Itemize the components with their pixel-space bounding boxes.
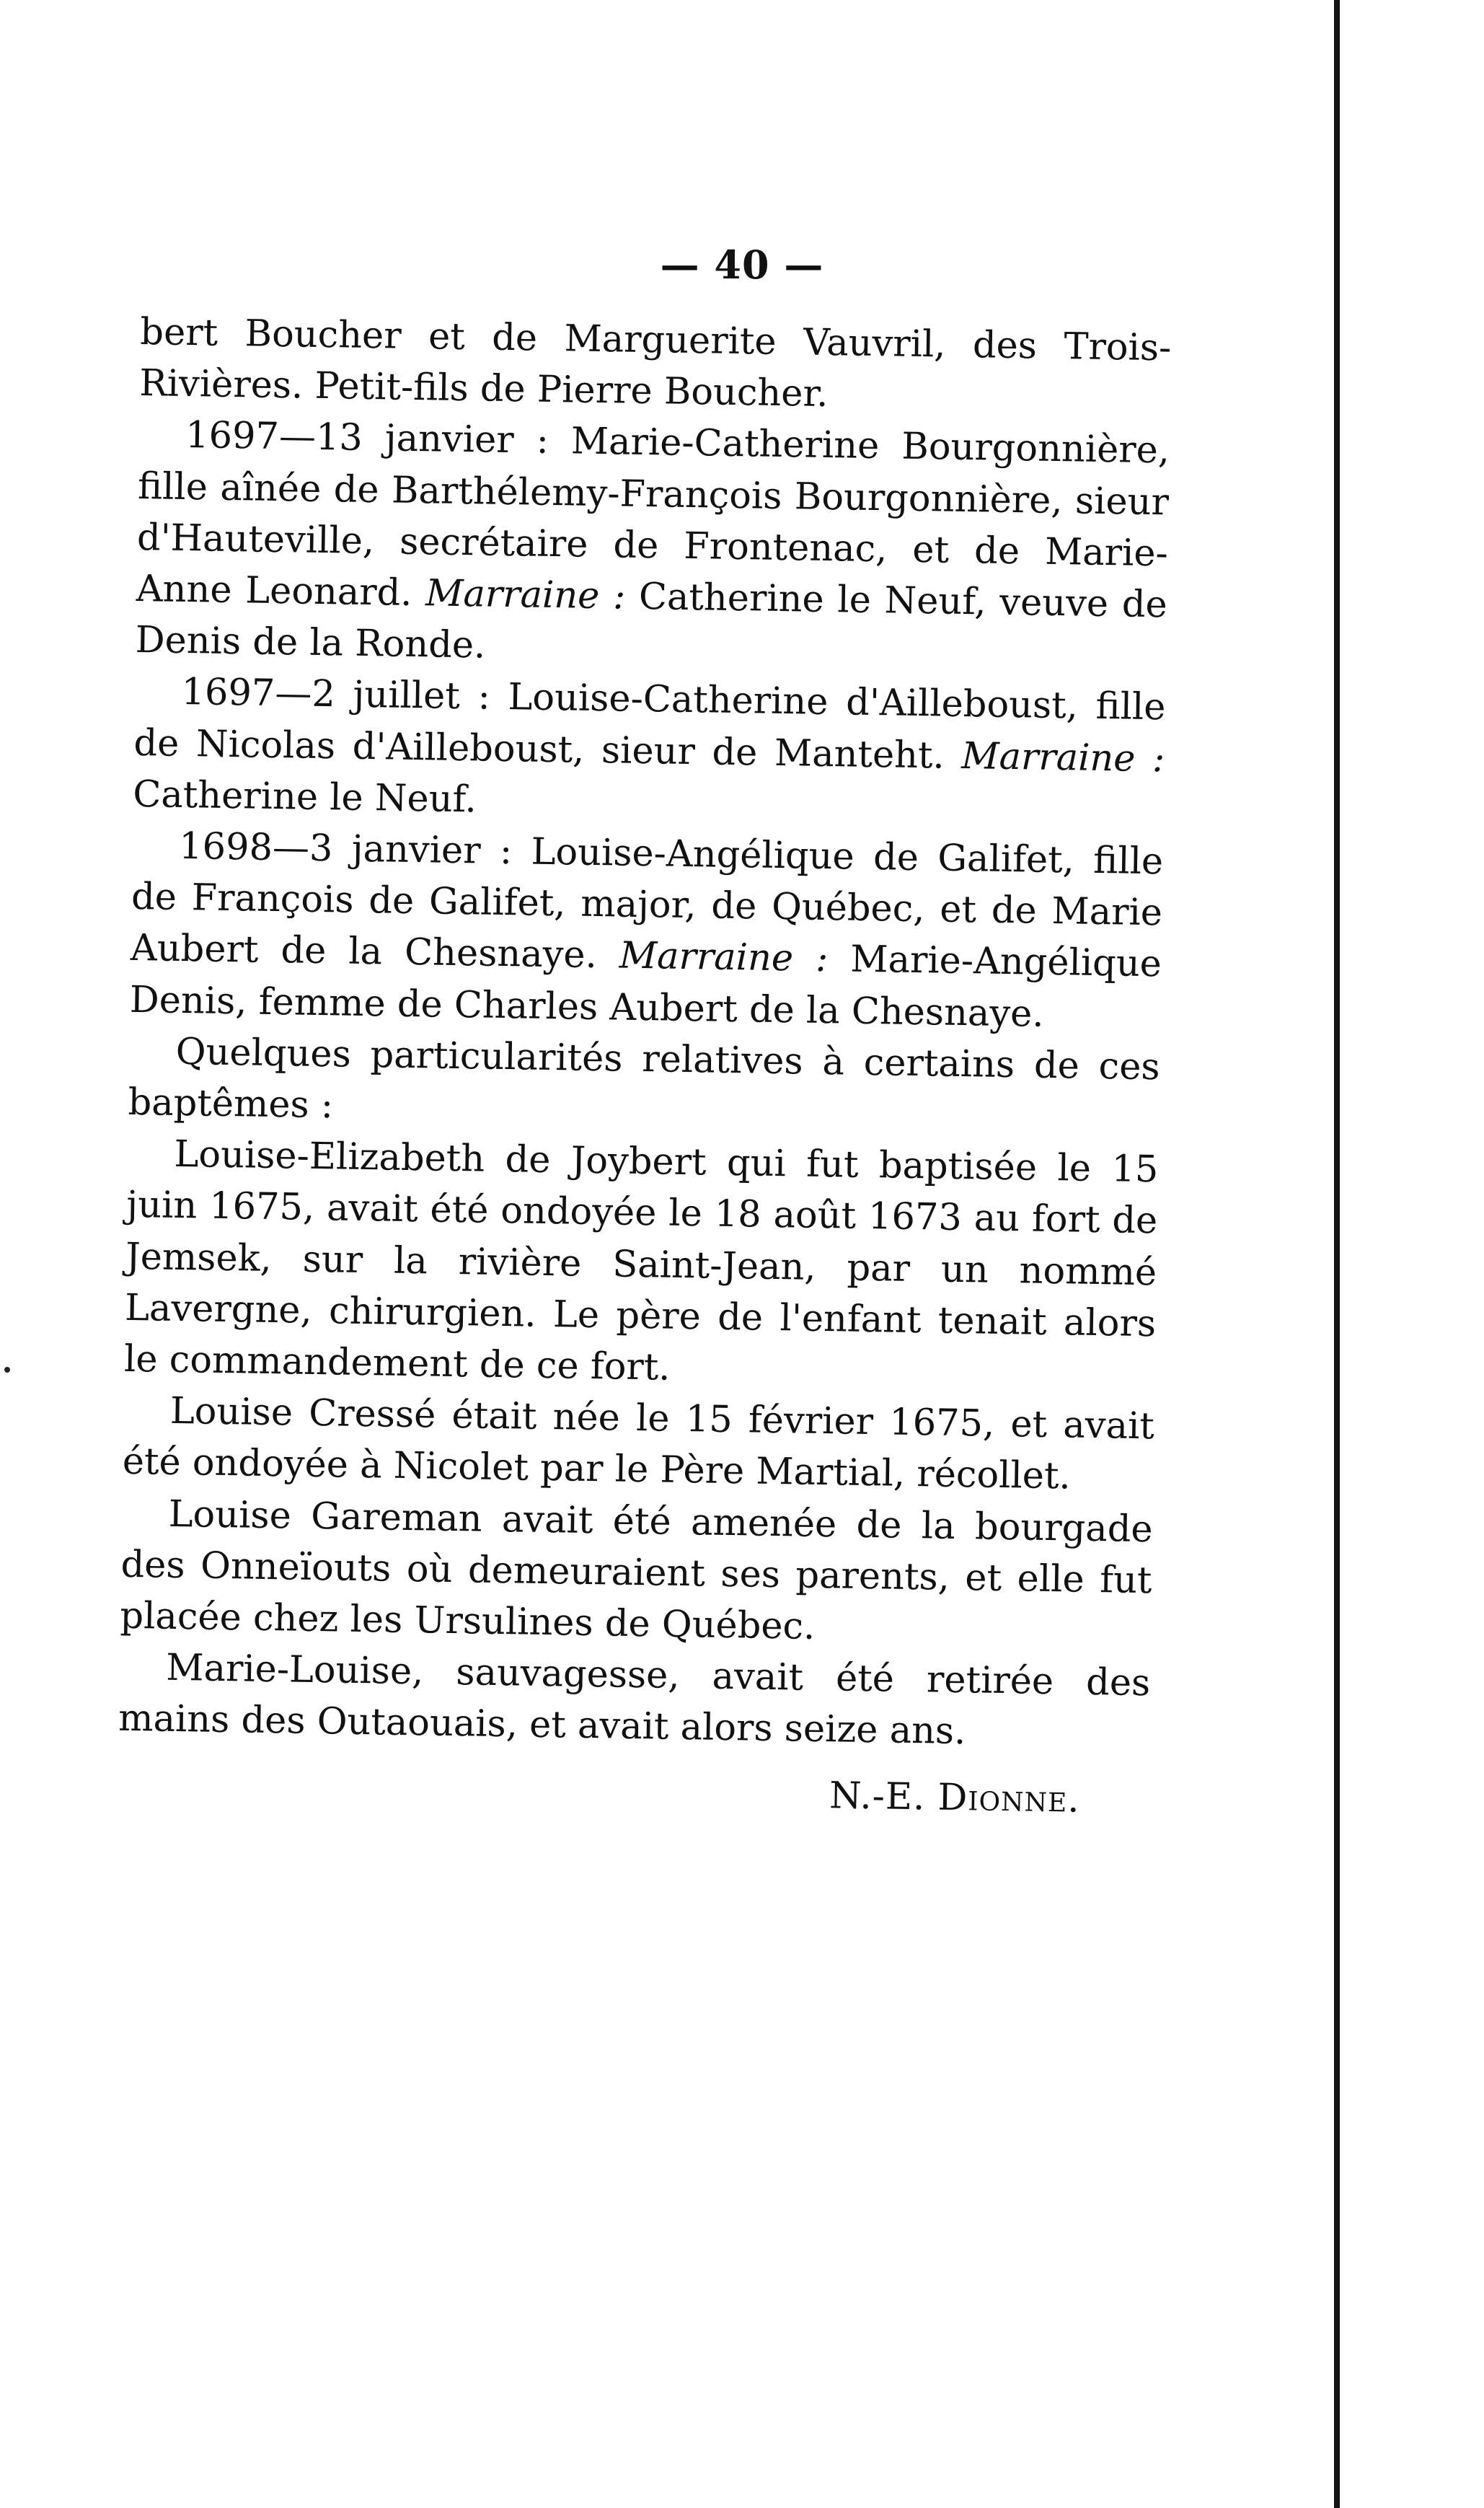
particularities-intro: Quelques particularités relatives à certains de ces baptêmes : [128,1030,1161,1127]
paragraph-continuation: bert Boucher et de Marguerite Vauvril, des Trois-Rivières. Petit-fils de Pierre Boucher. [138,310,1172,416]
author-signature: N.-E. Dionne. [829,1774,1081,1821]
entry-text: 1698—3 janvier : Louise-Angélique de Galifet, fille de François de Galifet, major, de Québec, et de Marie Aubert de la Chesnaye. [130,824,1164,977]
paragraph-marie-louise: Marie-Louise, sauvagesse, avait été retirée des mains des Outaouais, et avait alors seize ans. [118,1647,1151,1754]
paragraph-cresse: Louise Cressé était née le 15 février 1675, et avait été ondoyée à Nicolet par le Père Martial, récollet. [122,1390,1155,1498]
page-edge-line [1334,0,1340,2508]
paragraph-gareman: Louise Gareman avait été amenée de la bourgade des Onneïouts où demeuraient ses parents, et elle fut placée chez les Ursulines de Québec. [120,1492,1154,1648]
godmother-label: Marraine : [619,934,829,981]
body-text [117,307,1172,1826]
entry-text: Marie-Angélique Denis, femme de Charles Aubert de la Chesnaye. [129,938,1162,1036]
entry-text: Catherine le Neuf, veuve de Denis de la Ronde. [135,575,1168,667]
godmother-label: Marraine : [960,734,1165,781]
entry-text: 1697—13 janvier : Marie-Catherine Bourgonnière, fille aînée de Barthélemy-François Bourgonnière, sieur d'Hauteville, secrétaire de Frontenac, et de Marie-Anne Leonard. [136,414,1170,615]
entry-text: Catherine le Neuf. [132,773,477,822]
entry-text: 1697—2 juillet : Louise-Catherine d'Ailleboust, fille de Nicolas d'Ailleboust, sieur de Manteht. [133,671,1166,778]
paragraph-joybert: Louise-Elizabeth de Joybert qui fut baptisée le 15 juin 1675, avait été ondoyée le 18 août 1673 au fort de Jemsek, sur la rivière Saint-Jean, par un nommé Lavergne, chirurgien. Le père de l'enfant tenait alors le commandement de ce fort. [123,1133,1159,1389]
baptism-entry-1697-07-02 [133,666,1166,836]
godmother-label: Marraine : [425,572,626,618]
margin-dot [4,1367,10,1373]
baptism-entry-1697-01-13 [135,409,1170,682]
baptism-entry-1698-01-03 [129,820,1163,1042]
page-number: — 40 — [660,242,824,288]
